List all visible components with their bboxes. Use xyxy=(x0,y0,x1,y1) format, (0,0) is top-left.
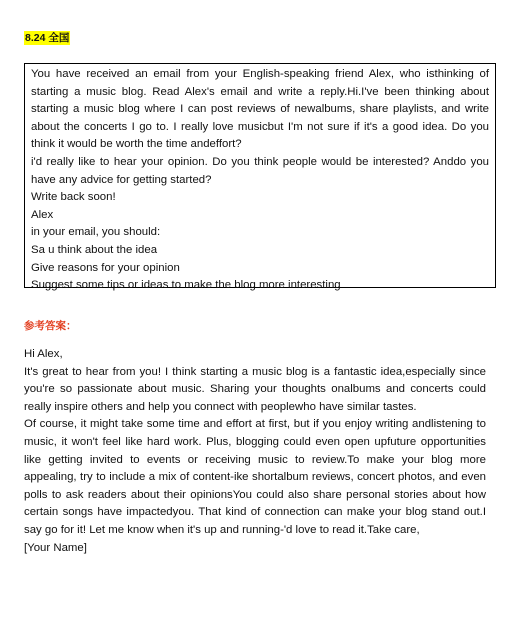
answer-greeting: Hi Alex, xyxy=(24,348,63,360)
prompt-paragraph-2: i'd really like to hear your opinion. Do you think people would be interested? Anddo you have any advice for getting started? xyxy=(31,155,489,186)
prompt-sender: Alex xyxy=(31,208,54,221)
prompt-box xyxy=(24,63,496,292)
answer-label: 参考答案： xyxy=(24,320,77,332)
date-region-badge: 8.24 全国 xyxy=(25,32,70,44)
prompt-task-2: Give reasons for your opinion xyxy=(31,261,180,274)
prompt-instruction: in your email, you should: xyxy=(31,226,161,239)
answer-paragraph-1: It's great to hear from you! I think starting a music blog is a fantastic idea,especially since you're so passionate about music. Sharing your thoughts onalbums and concerts could really inspire others and help you connect with peoplewho have similar tastes. xyxy=(24,365,486,413)
answer-signature: [Your Name] xyxy=(24,541,87,554)
prompt-signoff: Write back soon! xyxy=(31,191,116,204)
answer-paragraph-2: Of course, it might take some time and effort at first, but if you enjoy writing andlistening to music, it won't feel like hard work. Plus, blogging could even open upfuture opportunities like getting invited to events or receiving music to review.To make your blog more appealing, try to include a mix of content-ike shortalbum reviews, concert photos, and even polls to ask readers about their opinionsYou could also share personal stories about how certain songs have impactedyou. That kind of connection can make your blog stand out.I say go for it! Let me know when it's up and running-'d love to read it.Take care, xyxy=(24,418,486,536)
answer-body xyxy=(24,346,486,557)
prompt-paragraph: You have received an email from your English-speaking friend Alex, who isthinking of starting a music blog. Read Alex's email and write a reply.Hi.I've been thinking about starting a music blog where I can post reviews of newalbums, share playlists, and write about the concerts I go to. I really love musicbut I'm not sure if it's a good idea. Do you think it would be worth the time andeffort? xyxy=(31,68,489,151)
prompt-task-1: Sa u think about the idea xyxy=(31,243,158,256)
prompt-task-3: Suggest some tips or ideas to make the blog more interesting xyxy=(31,279,341,292)
